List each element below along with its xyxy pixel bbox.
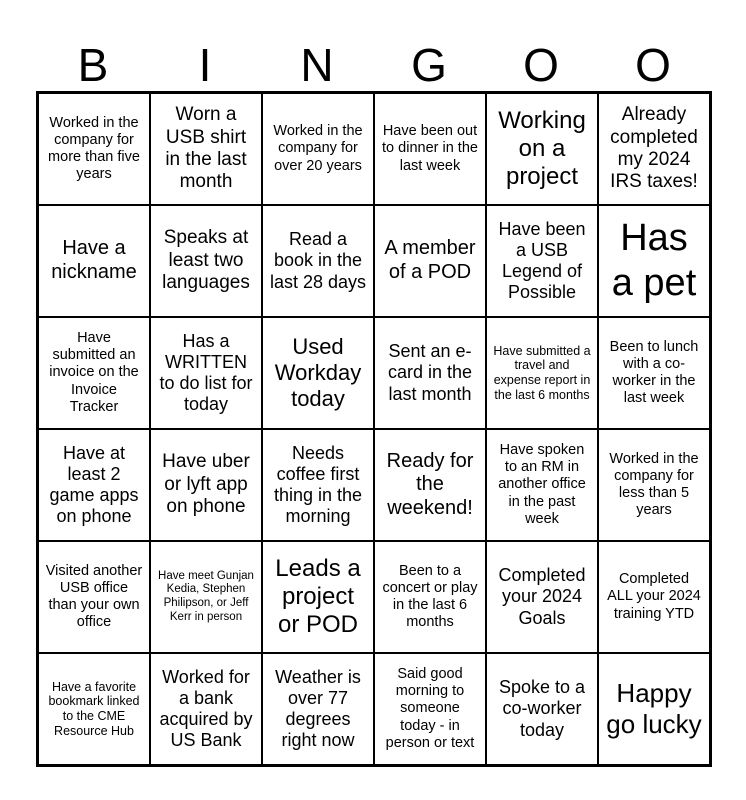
cell-text: Read a book in the last 28 days bbox=[269, 229, 367, 292]
cell-text: Has a pet bbox=[611, 217, 697, 304]
bingo-cell[interactable] bbox=[486, 653, 598, 765]
bingo-cell[interactable] bbox=[38, 317, 150, 429]
cell-text: Leads a project or POD bbox=[275, 554, 361, 639]
bingo-cell[interactable] bbox=[150, 541, 262, 653]
cell-text: Needs coffee first thing in the morning bbox=[273, 442, 363, 527]
header-letter-b: B bbox=[77, 39, 109, 91]
cell-text: Weather is over 77 degrees right now bbox=[275, 666, 361, 751]
cell-text: Worn a USB shirt in the last month bbox=[165, 104, 247, 193]
cell-text: Said good morning to someone today - in person or text bbox=[385, 666, 475, 751]
bingo-cell[interactable] bbox=[374, 541, 486, 653]
bingo-board bbox=[36, 91, 712, 767]
cell-text: Worked in the company for over 20 years bbox=[273, 123, 363, 174]
cell-text: Have a favorite bookmark linked to the CME Resource Hub bbox=[48, 679, 140, 738]
bingo-cell[interactable] bbox=[150, 93, 262, 205]
bingo-cell[interactable] bbox=[262, 541, 374, 653]
bingo-cell[interactable] bbox=[150, 317, 262, 429]
cell-text: Have submitted an invoice on the Invoice Tracker bbox=[49, 330, 139, 415]
bingo-cell[interactable] bbox=[38, 429, 150, 541]
cell-text: Visited another USB office than your own office bbox=[45, 562, 143, 631]
cell-text: Worked in the company for less than 5 years bbox=[609, 450, 699, 519]
bingo-cell[interactable] bbox=[262, 653, 374, 765]
cell-text: Has a WRITTEN to do list for today bbox=[159, 330, 253, 415]
bingo-cell[interactable] bbox=[486, 429, 598, 541]
cell-text: Happy go lucky bbox=[606, 678, 702, 739]
header-letter-o-2: O bbox=[635, 39, 671, 91]
bingo-cell[interactable] bbox=[598, 653, 710, 765]
cell-text: Working on a project bbox=[498, 106, 586, 191]
bingo-cell[interactable] bbox=[262, 317, 374, 429]
bingo-cell[interactable] bbox=[374, 205, 486, 317]
cell-text: Have a nickname bbox=[51, 237, 137, 283]
cell-text: Already completed my 2024 IRS taxes! bbox=[610, 104, 698, 193]
cell-text: A member of a POD bbox=[384, 237, 476, 283]
bingo-cell[interactable] bbox=[486, 317, 598, 429]
cell-text: Have been a USB Legend of Possible bbox=[498, 218, 586, 303]
cell-text: Used Workday today bbox=[274, 334, 362, 411]
cell-text: Have uber or lyft app on phone bbox=[162, 451, 250, 518]
cell-text: Speaks at least two languages bbox=[162, 227, 250, 294]
bingo-cell[interactable] bbox=[374, 429, 486, 541]
bingo-cell[interactable] bbox=[150, 429, 262, 541]
bingo-cell[interactable] bbox=[486, 93, 598, 205]
cell-text: Have spoken to an RM in another office in the past week bbox=[498, 442, 586, 527]
cell-text: Been to lunch with a co-worker in the last week bbox=[609, 338, 699, 407]
bingo-cell[interactable] bbox=[38, 93, 150, 205]
header-letter-o: O bbox=[523, 39, 559, 91]
bingo-cell[interactable] bbox=[598, 205, 710, 317]
cell-text: Ready for the weekend! bbox=[386, 449, 474, 519]
bingo-cell[interactable] bbox=[262, 93, 374, 205]
bingo-cell[interactable] bbox=[598, 541, 710, 653]
bingo-cell[interactable] bbox=[38, 205, 150, 317]
header-letter-g: G bbox=[411, 39, 447, 91]
bingo-cell[interactable] bbox=[598, 429, 710, 541]
header-letter-n: N bbox=[300, 39, 334, 91]
bingo-cell[interactable] bbox=[486, 541, 598, 653]
bingo-cell[interactable] bbox=[374, 93, 486, 205]
bingo-cell[interactable] bbox=[38, 653, 150, 765]
cell-text: Spoke to a co-worker today bbox=[498, 677, 586, 740]
bingo-cell[interactable] bbox=[38, 541, 150, 653]
cell-text: Have submitted a travel and expense report in the last 6 months bbox=[493, 343, 591, 402]
cell-text: Completed ALL your 2024 training YTD bbox=[607, 571, 701, 622]
bingo-cell[interactable] bbox=[262, 205, 374, 317]
bingo-cell[interactable] bbox=[150, 205, 262, 317]
bingo-cell[interactable] bbox=[150, 653, 262, 765]
cell-text: Sent an e-card in the last month bbox=[387, 341, 473, 404]
cell-text: Completed your 2024 Goals bbox=[498, 565, 586, 628]
cell-text: Been to a concert or play in the last 6 months bbox=[382, 562, 478, 631]
cell-text: Have been out to dinner in the last week bbox=[382, 123, 478, 174]
cell-text: Worked in the company for more than five years bbox=[48, 114, 140, 183]
header-letter-i: I bbox=[198, 39, 212, 91]
bingo-cell[interactable] bbox=[598, 93, 710, 205]
bingo-cell[interactable] bbox=[374, 317, 486, 429]
cell-text: Have meet Gunjan Kedia, Stephen Philipson, or Jeff Kerr in person bbox=[158, 569, 254, 623]
bingo-cell[interactable] bbox=[486, 205, 598, 317]
bingo-cell[interactable] bbox=[598, 317, 710, 429]
bingo-cell[interactable] bbox=[374, 653, 486, 765]
cell-text: Worked for a bank acquired by US Bank bbox=[159, 666, 253, 751]
cell-text: Have at least 2 game apps on phone bbox=[49, 442, 139, 527]
bingo-header bbox=[37, 38, 709, 92]
bingo-cell[interactable] bbox=[262, 429, 374, 541]
